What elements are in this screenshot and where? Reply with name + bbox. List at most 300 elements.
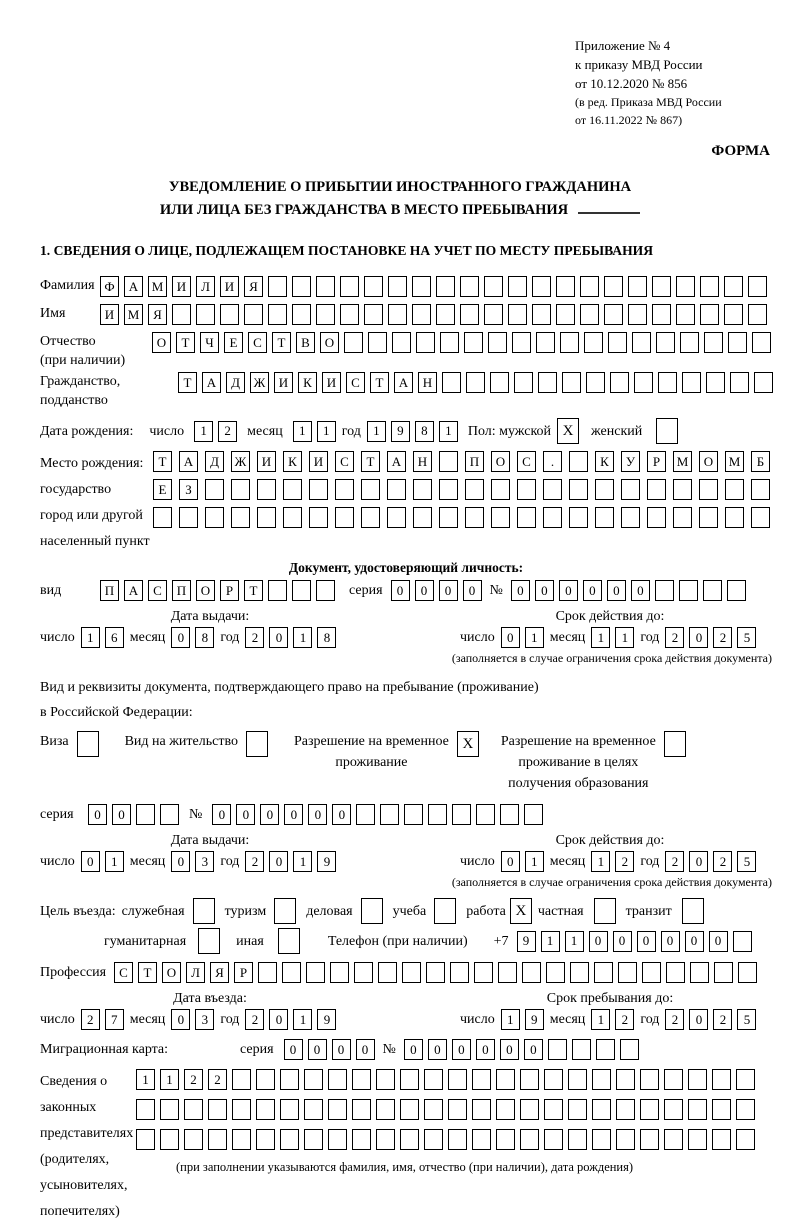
char-cell[interactable] <box>751 507 770 528</box>
char-cell[interactable]: 5 <box>737 851 756 872</box>
char-cell[interactable] <box>724 304 743 325</box>
char-cell[interactable] <box>160 804 179 825</box>
char-cell[interactable] <box>490 372 509 393</box>
char-cell[interactable] <box>344 332 363 353</box>
char-cell[interactable] <box>703 580 722 601</box>
char-cell[interactable] <box>543 507 562 528</box>
char-cell[interactable] <box>655 580 674 601</box>
char-cell[interactable] <box>208 1099 227 1120</box>
char-cell[interactable]: 0 <box>637 931 656 952</box>
char-cell[interactable] <box>232 1129 251 1150</box>
char-cell[interactable]: 0 <box>356 1039 375 1060</box>
char-cell[interactable]: 1 <box>136 1069 155 1090</box>
char-cell[interactable]: А <box>124 580 143 601</box>
char-cell[interactable] <box>328 1129 347 1150</box>
char-cell[interactable] <box>160 1099 179 1120</box>
char-cell[interactable] <box>706 372 725 393</box>
representatives-row1[interactable] <box>136 1069 755 1090</box>
char-cell[interactable] <box>500 804 519 825</box>
char-cell[interactable]: 5 <box>737 627 756 648</box>
char-cell[interactable] <box>205 479 224 500</box>
char-cell[interactable]: И <box>220 276 239 297</box>
char-cell[interactable]: И <box>322 372 341 393</box>
char-cell[interactable] <box>330 962 349 983</box>
temp-residence-education-checkbox[interactable] <box>664 731 686 757</box>
char-cell[interactable] <box>465 479 484 500</box>
char-cell[interactable] <box>728 332 747 353</box>
char-cell[interactable]: К <box>298 372 317 393</box>
char-cell[interactable] <box>618 962 637 983</box>
char-cell[interactable] <box>517 507 536 528</box>
char-cell[interactable]: И <box>274 372 293 393</box>
char-cell[interactable]: П <box>100 580 119 601</box>
char-cell[interactable] <box>543 479 562 500</box>
char-cell[interactable]: 0 <box>260 804 279 825</box>
char-cell[interactable]: 1 <box>525 851 544 872</box>
char-cell[interactable] <box>652 304 671 325</box>
char-cell[interactable] <box>136 804 155 825</box>
char-cell[interactable]: 0 <box>589 931 608 952</box>
char-cell[interactable]: К <box>283 451 302 472</box>
char-cell[interactable]: О <box>491 451 510 472</box>
char-cell[interactable] <box>231 479 250 500</box>
char-cell[interactable]: 0 <box>500 1039 519 1060</box>
char-cell[interactable] <box>256 1099 275 1120</box>
char-cell[interactable] <box>595 507 614 528</box>
char-cell[interactable] <box>472 1099 491 1120</box>
char-cell[interactable] <box>232 1099 251 1120</box>
char-cell[interactable] <box>700 304 719 325</box>
char-cell[interactable]: 9 <box>525 1009 544 1030</box>
char-cell[interactable] <box>452 804 471 825</box>
char-cell[interactable]: 0 <box>661 931 680 952</box>
char-cell[interactable] <box>280 1129 299 1150</box>
residence-number-boxes[interactable] <box>212 804 543 825</box>
doc-kind-boxes[interactable] <box>100 580 335 601</box>
char-cell[interactable]: . <box>543 451 562 472</box>
char-cell[interactable] <box>356 804 375 825</box>
char-cell[interactable] <box>465 507 484 528</box>
patronymic-boxes[interactable] <box>152 332 771 353</box>
char-cell[interactable]: 0 <box>689 1009 708 1030</box>
char-cell[interactable] <box>522 962 541 983</box>
char-cell[interactable]: 0 <box>709 931 728 952</box>
char-cell[interactable] <box>652 276 671 297</box>
char-cell[interactable]: 8 <box>195 627 214 648</box>
char-cell[interactable] <box>616 1129 635 1150</box>
char-cell[interactable] <box>413 507 432 528</box>
char-cell[interactable] <box>316 276 335 297</box>
char-cell[interactable]: 1 <box>541 931 560 952</box>
char-cell[interactable]: 0 <box>607 580 626 601</box>
representatives-row3[interactable] <box>136 1129 755 1150</box>
char-cell[interactable]: 0 <box>583 580 602 601</box>
char-cell[interactable] <box>679 580 698 601</box>
char-cell[interactable]: 8 <box>317 627 336 648</box>
char-cell[interactable] <box>388 276 407 297</box>
doc-number-boxes[interactable] <box>511 580 746 601</box>
char-cell[interactable]: 2 <box>665 1009 684 1030</box>
char-cell[interactable]: А <box>394 372 413 393</box>
char-cell[interactable] <box>512 332 531 353</box>
char-cell[interactable] <box>538 372 557 393</box>
char-cell[interactable]: 1 <box>81 627 100 648</box>
char-cell[interactable] <box>730 372 749 393</box>
char-cell[interactable]: 5 <box>737 1009 756 1030</box>
char-cell[interactable]: 3 <box>195 1009 214 1030</box>
char-cell[interactable] <box>244 304 263 325</box>
char-cell[interactable] <box>664 1099 683 1120</box>
temp-residence-checkbox[interactable]: X <box>457 731 479 757</box>
char-cell[interactable] <box>400 1099 419 1120</box>
char-cell[interactable]: С <box>517 451 536 472</box>
char-cell[interactable]: П <box>172 580 191 601</box>
char-cell[interactable] <box>676 276 695 297</box>
char-cell[interactable]: 1 <box>565 931 584 952</box>
char-cell[interactable] <box>184 1099 203 1120</box>
char-cell[interactable]: Р <box>647 451 666 472</box>
char-cell[interactable] <box>572 1039 591 1060</box>
char-cell[interactable] <box>544 1099 563 1120</box>
char-cell[interactable] <box>153 507 172 528</box>
char-cell[interactable] <box>699 507 718 528</box>
purpose-official-checkbox[interactable] <box>193 898 215 924</box>
char-cell[interactable] <box>368 332 387 353</box>
purpose-tourism-checkbox[interactable] <box>274 898 296 924</box>
purpose-study-checkbox[interactable] <box>434 898 456 924</box>
char-cell[interactable]: 0 <box>463 580 482 601</box>
char-cell[interactable] <box>426 962 445 983</box>
char-cell[interactable]: 2 <box>713 627 732 648</box>
char-cell[interactable] <box>491 479 510 500</box>
birth-place-row2[interactable] <box>153 479 770 500</box>
char-cell[interactable]: А <box>387 451 406 472</box>
char-cell[interactable]: А <box>179 451 198 472</box>
char-cell[interactable] <box>306 962 325 983</box>
char-cell[interactable]: 0 <box>112 804 131 825</box>
char-cell[interactable]: 8 <box>415 421 434 442</box>
profession-boxes[interactable] <box>114 962 757 983</box>
char-cell[interactable] <box>733 931 752 952</box>
issue-year-boxes[interactable] <box>245 627 336 648</box>
char-cell[interactable]: 0 <box>689 627 708 648</box>
char-cell[interactable]: 0 <box>501 851 520 872</box>
char-cell[interactable] <box>439 479 458 500</box>
char-cell[interactable] <box>562 372 581 393</box>
issue-day-boxes[interactable] <box>81 851 124 872</box>
char-cell[interactable]: 1 <box>501 1009 520 1030</box>
char-cell[interactable] <box>464 332 483 353</box>
char-cell[interactable] <box>682 372 701 393</box>
char-cell[interactable] <box>484 304 503 325</box>
char-cell[interactable] <box>280 1069 299 1090</box>
char-cell[interactable] <box>520 1099 539 1120</box>
char-cell[interactable]: И <box>309 451 328 472</box>
char-cell[interactable]: 0 <box>308 804 327 825</box>
purpose-business-checkbox[interactable] <box>361 898 383 924</box>
char-cell[interactable]: Л <box>186 962 205 983</box>
char-cell[interactable] <box>700 276 719 297</box>
char-cell[interactable]: 1 <box>591 1009 610 1030</box>
char-cell[interactable] <box>656 332 675 353</box>
char-cell[interactable] <box>556 276 575 297</box>
char-cell[interactable]: Ж <box>231 451 250 472</box>
char-cell[interactable] <box>376 1099 395 1120</box>
char-cell[interactable] <box>404 804 423 825</box>
char-cell[interactable]: 9 <box>517 931 536 952</box>
char-cell[interactable] <box>184 1129 203 1150</box>
char-cell[interactable]: А <box>124 276 143 297</box>
char-cell[interactable] <box>412 276 431 297</box>
char-cell[interactable]: 0 <box>613 931 632 952</box>
char-cell[interactable]: 2 <box>245 851 264 872</box>
char-cell[interactable] <box>620 1039 639 1060</box>
representatives-row2[interactable] <box>136 1099 755 1120</box>
char-cell[interactable]: Ч <box>200 332 219 353</box>
char-cell[interactable] <box>592 1129 611 1150</box>
char-cell[interactable] <box>208 1129 227 1150</box>
char-cell[interactable] <box>424 1069 443 1090</box>
char-cell[interactable]: 0 <box>212 804 231 825</box>
char-cell[interactable] <box>688 1069 707 1090</box>
char-cell[interactable]: 0 <box>428 1039 447 1060</box>
char-cell[interactable] <box>304 1069 323 1090</box>
char-cell[interactable] <box>592 1069 611 1090</box>
migration-series-boxes[interactable] <box>284 1039 375 1060</box>
char-cell[interactable]: А <box>202 372 221 393</box>
char-cell[interactable] <box>309 507 328 528</box>
purpose-other-checkbox[interactable] <box>278 928 300 954</box>
char-cell[interactable]: 1 <box>591 627 610 648</box>
char-cell[interactable] <box>352 1129 371 1150</box>
char-cell[interactable] <box>424 1129 443 1150</box>
valid-year-boxes[interactable] <box>665 851 756 872</box>
surname-boxes[interactable] <box>100 276 767 297</box>
char-cell[interactable] <box>387 507 406 528</box>
char-cell[interactable] <box>751 479 770 500</box>
char-cell[interactable] <box>616 1099 635 1120</box>
char-cell[interactable] <box>673 479 692 500</box>
char-cell[interactable]: 2 <box>713 851 732 872</box>
char-cell[interactable] <box>568 1099 587 1120</box>
char-cell[interactable] <box>440 332 459 353</box>
char-cell[interactable] <box>496 1069 515 1090</box>
char-cell[interactable] <box>536 332 555 353</box>
char-cell[interactable] <box>569 479 588 500</box>
birth-year-boxes[interactable] <box>367 421 458 442</box>
char-cell[interactable] <box>387 479 406 500</box>
char-cell[interactable]: 2 <box>665 627 684 648</box>
char-cell[interactable] <box>632 332 651 353</box>
char-cell[interactable]: О <box>320 332 339 353</box>
char-cell[interactable] <box>673 507 692 528</box>
char-cell[interactable] <box>628 304 647 325</box>
char-cell[interactable]: М <box>148 276 167 297</box>
char-cell[interactable]: 2 <box>665 851 684 872</box>
char-cell[interactable]: Ф <box>100 276 119 297</box>
char-cell[interactable]: 9 <box>317 851 336 872</box>
char-cell[interactable]: 0 <box>631 580 650 601</box>
char-cell[interactable]: 1 <box>293 627 312 648</box>
char-cell[interactable] <box>748 276 767 297</box>
char-cell[interactable] <box>439 507 458 528</box>
char-cell[interactable]: Я <box>148 304 167 325</box>
char-cell[interactable] <box>268 304 287 325</box>
char-cell[interactable] <box>292 304 311 325</box>
char-cell[interactable] <box>725 479 744 500</box>
char-cell[interactable] <box>231 507 250 528</box>
char-cell[interactable] <box>594 962 613 983</box>
char-cell[interactable]: Т <box>153 451 172 472</box>
char-cell[interactable]: Ж <box>250 372 269 393</box>
char-cell[interactable] <box>592 1099 611 1120</box>
sex-male-checkbox[interactable]: X <box>557 418 579 444</box>
char-cell[interactable] <box>316 580 335 601</box>
char-cell[interactable] <box>580 276 599 297</box>
char-cell[interactable] <box>380 804 399 825</box>
char-cell[interactable]: 0 <box>81 851 100 872</box>
char-cell[interactable] <box>364 304 383 325</box>
entry-day-boxes[interactable] <box>81 1009 124 1030</box>
char-cell[interactable]: 1 <box>439 421 458 442</box>
char-cell[interactable]: 1 <box>293 1009 312 1030</box>
char-cell[interactable]: 2 <box>615 851 634 872</box>
char-cell[interactable]: 0 <box>501 627 520 648</box>
char-cell[interactable] <box>439 451 458 472</box>
char-cell[interactable]: С <box>248 332 267 353</box>
char-cell[interactable] <box>736 1069 755 1090</box>
visa-checkbox[interactable] <box>77 731 99 757</box>
char-cell[interactable]: 0 <box>559 580 578 601</box>
purpose-humanitarian-checkbox[interactable] <box>198 928 220 954</box>
char-cell[interactable] <box>688 1099 707 1120</box>
char-cell[interactable] <box>748 304 767 325</box>
char-cell[interactable]: 1 <box>591 851 610 872</box>
char-cell[interactable]: 1 <box>160 1069 179 1090</box>
char-cell[interactable] <box>664 1069 683 1090</box>
char-cell[interactable]: Т <box>138 962 157 983</box>
char-cell[interactable] <box>621 479 640 500</box>
char-cell[interactable]: 0 <box>452 1039 471 1060</box>
char-cell[interactable] <box>256 1069 275 1090</box>
char-cell[interactable] <box>340 304 359 325</box>
char-cell[interactable]: Т <box>272 332 291 353</box>
valid-day-boxes[interactable] <box>501 851 544 872</box>
char-cell[interactable]: И <box>172 276 191 297</box>
char-cell[interactable] <box>570 962 589 983</box>
char-cell[interactable]: 0 <box>439 580 458 601</box>
char-cell[interactable] <box>508 304 527 325</box>
char-cell[interactable] <box>604 276 623 297</box>
char-cell[interactable] <box>604 304 623 325</box>
char-cell[interactable] <box>309 479 328 500</box>
char-cell[interactable] <box>738 962 757 983</box>
char-cell[interactable]: 0 <box>511 580 530 601</box>
char-cell[interactable] <box>257 507 276 528</box>
char-cell[interactable]: 0 <box>332 804 351 825</box>
char-cell[interactable] <box>428 804 447 825</box>
char-cell[interactable] <box>688 1129 707 1150</box>
char-cell[interactable] <box>283 479 302 500</box>
char-cell[interactable]: Н <box>418 372 437 393</box>
char-cell[interactable]: С <box>335 451 354 472</box>
doc-series-boxes[interactable] <box>391 580 482 601</box>
char-cell[interactable] <box>488 332 507 353</box>
char-cell[interactable]: 0 <box>404 1039 423 1060</box>
char-cell[interactable] <box>220 304 239 325</box>
issue-month-boxes[interactable] <box>171 851 214 872</box>
birth-place-row3[interactable] <box>153 507 770 528</box>
residence-series-boxes[interactable] <box>88 804 179 825</box>
char-cell[interactable] <box>544 1129 563 1150</box>
char-cell[interactable] <box>283 507 302 528</box>
char-cell[interactable]: Н <box>413 451 432 472</box>
char-cell[interactable] <box>514 372 533 393</box>
citizenship-boxes[interactable] <box>178 372 773 393</box>
char-cell[interactable]: 1 <box>525 627 544 648</box>
char-cell[interactable] <box>448 1069 467 1090</box>
char-cell[interactable]: 2 <box>208 1069 227 1090</box>
char-cell[interactable] <box>466 372 485 393</box>
char-cell[interactable]: М <box>124 304 143 325</box>
char-cell[interactable] <box>569 507 588 528</box>
char-cell[interactable] <box>442 372 461 393</box>
char-cell[interactable]: 0 <box>415 580 434 601</box>
char-cell[interactable] <box>257 479 276 500</box>
char-cell[interactable] <box>712 1069 731 1090</box>
char-cell[interactable]: Я <box>210 962 229 983</box>
char-cell[interactable] <box>666 962 685 983</box>
char-cell[interactable] <box>725 507 744 528</box>
char-cell[interactable] <box>484 276 503 297</box>
char-cell[interactable]: 9 <box>317 1009 336 1030</box>
char-cell[interactable]: 1 <box>317 421 336 442</box>
char-cell[interactable] <box>736 1099 755 1120</box>
char-cell[interactable]: 0 <box>524 1039 543 1060</box>
issue-day-boxes[interactable] <box>81 627 124 648</box>
char-cell[interactable] <box>680 332 699 353</box>
char-cell[interactable] <box>586 372 605 393</box>
char-cell[interactable] <box>532 304 551 325</box>
char-cell[interactable]: Д <box>226 372 245 393</box>
char-cell[interactable]: 6 <box>105 627 124 648</box>
char-cell[interactable]: 0 <box>171 627 190 648</box>
char-cell[interactable]: 1 <box>105 851 124 872</box>
char-cell[interactable] <box>568 1129 587 1150</box>
char-cell[interactable] <box>474 962 493 983</box>
char-cell[interactable]: 0 <box>269 851 288 872</box>
char-cell[interactable] <box>647 479 666 500</box>
char-cell[interactable]: С <box>346 372 365 393</box>
char-cell[interactable] <box>560 332 579 353</box>
char-cell[interactable]: 2 <box>713 1009 732 1030</box>
char-cell[interactable] <box>517 479 536 500</box>
char-cell[interactable]: 3 <box>195 851 214 872</box>
char-cell[interactable]: 0 <box>284 1039 303 1060</box>
valid-day-boxes[interactable] <box>501 627 544 648</box>
char-cell[interactable] <box>400 1129 419 1150</box>
char-cell[interactable]: 2 <box>218 421 237 442</box>
char-cell[interactable]: 1 <box>615 627 634 648</box>
char-cell[interactable]: О <box>162 962 181 983</box>
char-cell[interactable]: О <box>152 332 171 353</box>
char-cell[interactable]: 1 <box>293 851 312 872</box>
valid-month-boxes[interactable] <box>591 627 634 648</box>
stay-day-boxes[interactable] <box>501 1009 544 1030</box>
char-cell[interactable] <box>621 507 640 528</box>
char-cell[interactable] <box>328 1099 347 1120</box>
char-cell[interactable] <box>520 1129 539 1150</box>
